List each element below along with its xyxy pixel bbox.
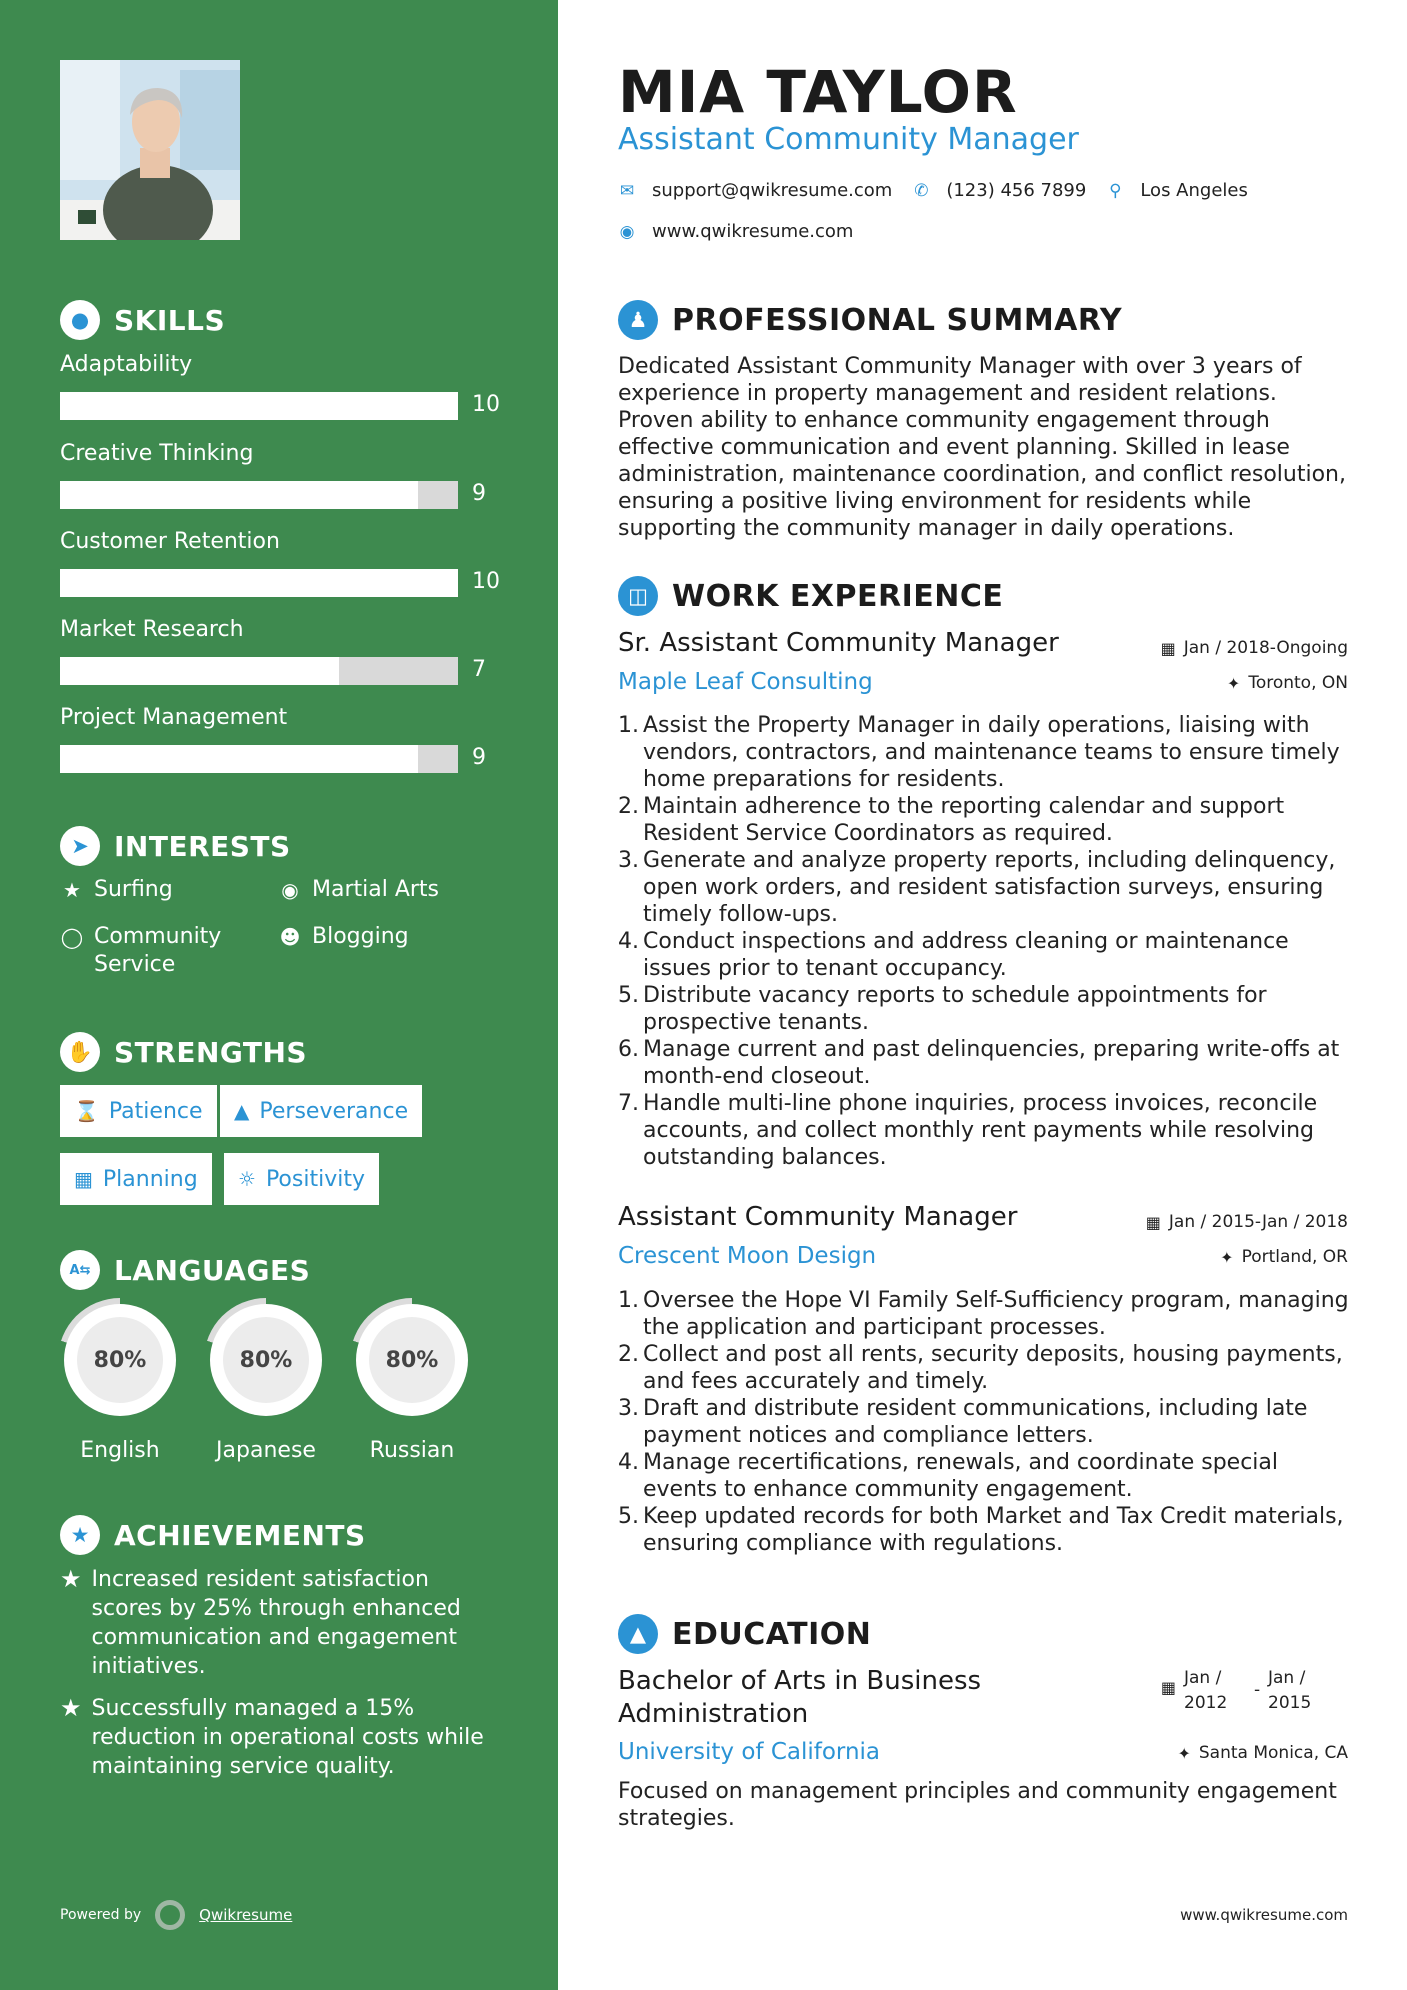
job-location-text: Toronto, ON <box>1248 673 1348 693</box>
star-icon: ★ <box>63 878 81 902</box>
shield-icon: ◯ <box>60 925 84 949</box>
education-dates: ▦ Jan / 2012 - Jan / 2015 <box>1161 1666 1348 1716</box>
strength-label: Perseverance <box>259 1098 409 1124</box>
skill-bar <box>60 392 458 420</box>
job-location <box>1220 1247 1348 1267</box>
calendar-icon: ▦ <box>74 1167 93 1191</box>
trophy-star-icon: ★ <box>60 1515 100 1555</box>
language-ring <box>204 1298 328 1422</box>
degree-title: Bachelor of Arts in Business Administration <box>618 1666 982 1729</box>
briefcase-icon: ◫ <box>618 576 658 616</box>
summary-header <box>618 300 1122 340</box>
user-icon: ♟ <box>618 300 658 340</box>
skill-name: Creative Thinking <box>60 441 254 466</box>
skill-bar <box>60 745 458 773</box>
job-title: Sr. Assistant Community Manager <box>618 628 1059 658</box>
strengths-title: STRENGTHS <box>114 1035 308 1069</box>
interests-header <box>60 826 291 866</box>
list-item: 3. Draft and distribute resident communications, including late payment notices and compliance letters. <box>618 1396 1308 1448</box>
interest-item <box>278 923 508 951</box>
interest-label: Martial Arts <box>312 877 440 902</box>
skill-name: Customer Retention <box>60 529 280 554</box>
translate-icon: A⇆ <box>60 1250 100 1290</box>
contact-website[interactable]: www.qwikresume.com <box>652 221 854 242</box>
road-icon: ▲ <box>234 1099 250 1123</box>
achievement-item <box>60 1694 490 1781</box>
language-percent: 80% <box>223 1317 309 1403</box>
education-location-text: Santa Monica, CA <box>1198 1743 1348 1763</box>
achievements-title: ACHIEVEMENTS <box>114 1518 366 1552</box>
strengths-header <box>60 1032 307 1072</box>
graduation-cap-icon: ▲ <box>618 1614 658 1654</box>
skill-value: 9 <box>472 745 486 770</box>
achievement-text: Increased resident satisfaction scores by 25% through enhanced communication and engagement initiatives. <box>91 1567 461 1679</box>
contact-location: Los Angeles <box>1140 180 1248 201</box>
skill-bar-fill <box>60 745 418 773</box>
envelope-icon: ✉ <box>619 180 635 201</box>
interest-label: Surfing <box>94 877 173 902</box>
list-item: 5. Keep updated records for both Market and Tax Credit materials, ensuring compliance with regulations. <box>618 1504 1344 1556</box>
list-item: 2. Maintain adherence to the reporting calendar and support Resident Service Coordinators as required. <box>618 794 1285 846</box>
paper-plane-icon: ➤ <box>60 826 100 866</box>
list-item: 2. Collect and post all rents, security deposits, housing payments, and fees accurately and timely. <box>618 1342 1343 1394</box>
achievement-text: Successfully managed a 15% reduction in operational costs while maintaining service quality. <box>91 1696 484 1779</box>
job-dates <box>1161 638 1348 658</box>
experience-title: WORK EXPERIENCE <box>672 578 1004 614</box>
calendar-icon: ▦ <box>1160 638 1176 658</box>
job-duties-list <box>618 1287 1358 1557</box>
phone-icon: ✆ <box>914 180 929 201</box>
skill-bar-fill <box>60 569 458 597</box>
sun-icon: ☼ <box>238 1167 256 1191</box>
job-dates <box>1146 1212 1348 1232</box>
skill-bar <box>60 481 458 509</box>
summary-title: PROFESSIONAL SUMMARY <box>672 302 1123 338</box>
languages-header <box>60 1250 310 1290</box>
education-end: Jan / 2015 <box>1268 1668 1312 1713</box>
website-row <box>618 221 853 242</box>
powered-by-label: Powered by <box>60 1907 142 1923</box>
skill-value: 10 <box>472 392 500 417</box>
brand-link[interactable]: Qwikresume <box>199 1906 293 1924</box>
skill-name: Project Management <box>60 705 288 730</box>
skills-header <box>60 300 225 340</box>
strength-badge <box>220 1085 422 1137</box>
achievements-header <box>60 1515 366 1555</box>
lightbulb-icon: ● <box>60 300 100 340</box>
strength-badge <box>60 1085 217 1137</box>
contact-email[interactable]: support@qwikresume.com <box>652 180 893 201</box>
language-ring <box>58 1298 182 1422</box>
achievement-item <box>60 1565 490 1681</box>
list-item: 1. Assist the Property Manager in daily operations, liaising with vendors, contractors, and maintenance teams to ensure timely home preparations for residents. <box>618 713 1340 792</box>
contact-phone[interactable]: (123) 456 7899 <box>946 180 1087 201</box>
job-location-text: Portland, OR <box>1241 1247 1348 1267</box>
languages-title: LANGUAGES <box>114 1253 311 1287</box>
list-item: 4. Conduct inspections and address cleaning or maintenance issues prior to tenant occupancy. <box>618 929 1289 981</box>
language-name: English <box>80 1438 160 1463</box>
pushpin-icon: ✦ <box>1220 1247 1234 1267</box>
job-location <box>1227 673 1348 693</box>
contact-row <box>618 180 1248 201</box>
interests-title: INTERESTS <box>114 829 291 863</box>
fist-icon: ✋ <box>60 1032 100 1072</box>
list-item: 5. Distribute vacancy reports to schedule appointments for prospective tenants. <box>618 983 1267 1035</box>
candidate-name: MIA TAYLOR <box>618 58 1018 126</box>
experience-header <box>618 576 1003 616</box>
school-name: University of California <box>618 1739 881 1765</box>
job-duties-list <box>618 712 1358 1171</box>
skill-bar-fill <box>60 657 339 685</box>
language-percent: 80% <box>77 1317 163 1403</box>
job-company: Maple Leaf Consulting <box>618 669 873 695</box>
language-ring <box>350 1298 474 1422</box>
globe-icon: ◉ <box>619 221 635 242</box>
hourglass-icon: ⌛ <box>74 1099 99 1123</box>
skills-title: SKILLS <box>114 303 226 337</box>
interest-item <box>60 923 260 979</box>
interest-item <box>278 876 508 904</box>
skill-bar <box>60 569 458 597</box>
powered-by <box>60 1900 292 1930</box>
language-item <box>204 1298 328 1463</box>
sidebar <box>0 0 558 1990</box>
candidate-role: Assistant Community Manager <box>618 122 1079 157</box>
education-start: Jan / 2012 <box>1184 1668 1228 1713</box>
list-item: 1. Oversee the Hope VI Family Self-Sufficiency program, managing the application and participant processes. <box>618 1288 1349 1340</box>
skill-bar-fill <box>60 481 418 509</box>
list-item: 7. Handle multi-line phone inquiries, process invoices, reconcile accounts, and collect monthly rent payments while resolving outstanding balances. <box>618 1091 1318 1170</box>
language-name: Japanese <box>216 1438 316 1463</box>
summary-text: Dedicated Assistant Community Manager with over 3 years of experience in property management and resident relations. Proven ability to enhance community engagement through effective communication and event planning. Skilled in lease administration, maintenance coordination, and conflict resolution, ensuring a positive living environment for residents while supporting the community manager in daily operations. <box>618 354 1346 541</box>
language-item <box>350 1298 474 1463</box>
job-dates-text: Jan / 2018-Ongoing <box>1183 638 1348 658</box>
interest-item <box>60 876 260 904</box>
shooting-star-icon: ★ <box>60 1565 82 1593</box>
list-item: 4. Manage recertifications, renewals, and coordinate special events to enhance community engagement. <box>618 1450 1279 1502</box>
qwikresume-logo-icon <box>155 1900 185 1930</box>
pushpin-icon: ✦ <box>1177 1743 1191 1763</box>
footer-url[interactable]: www.qwikresume.com <box>1180 1906 1348 1924</box>
strength-badge <box>224 1153 379 1205</box>
education-description: Focused on management principles and community engagement strategies. <box>618 1779 1337 1831</box>
profile-photo <box>60 60 240 240</box>
skill-value: 10 <box>472 569 500 594</box>
map-pin-icon: ⚲ <box>1109 180 1122 201</box>
strength-label: Patience <box>108 1098 203 1124</box>
skill-bar <box>60 657 458 685</box>
language-name: Russian <box>369 1438 455 1463</box>
strength-label: Planning <box>102 1166 198 1192</box>
language-item <box>58 1298 182 1463</box>
language-percent: 80% <box>369 1317 455 1403</box>
list-item: 6. Manage current and past delinquencies, preparing write-offs at month-end closeout. <box>618 1037 1340 1089</box>
education-title: EDUCATION <box>672 1616 872 1652</box>
skill-value: 9 <box>472 481 486 506</box>
education-location <box>1177 1743 1348 1763</box>
globe-icon: ◉ <box>281 878 299 902</box>
calendar-icon: ▦ <box>1145 1212 1161 1232</box>
skill-value: 7 <box>472 657 486 682</box>
users-icon: ☻ <box>279 925 301 949</box>
list-item: 3. Generate and analyze property reports, including delinquency, open work orders, and resident satisfaction surveys, ensuring timely follow-ups. <box>618 848 1336 927</box>
shooting-star-icon: ★ <box>60 1694 82 1722</box>
strength-badge <box>60 1153 212 1205</box>
pushpin-icon: ✦ <box>1226 673 1241 693</box>
education-header <box>618 1614 871 1654</box>
calendar-icon: ▦ <box>1160 1678 1176 1697</box>
skill-name: Adaptability <box>60 352 193 377</box>
job-company: Crescent Moon Design <box>618 1243 877 1269</box>
strength-label: Positivity <box>265 1166 365 1192</box>
skill-name: Market Research <box>60 617 244 642</box>
interest-label: Blogging <box>312 924 409 949</box>
job-dates-text: Jan / 2015-Jan / 2018 <box>1168 1212 1348 1232</box>
job-title: Assistant Community Manager <box>618 1202 1018 1232</box>
skill-bar-fill <box>60 392 458 420</box>
interest-label: Community Service <box>94 924 222 977</box>
